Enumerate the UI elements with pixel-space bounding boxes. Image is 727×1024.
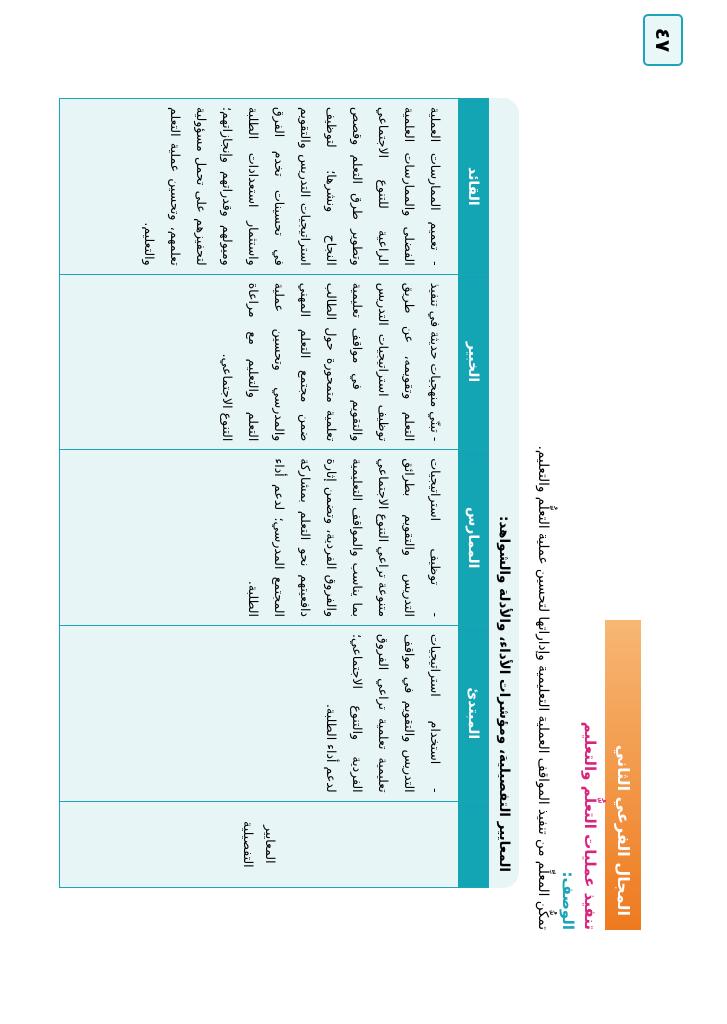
section-title: تنفيذ عمليات التعلُّم والتعليم [581, 721, 599, 930]
level-column-leader [60, 99, 488, 274]
criteria-label: المعايير التفصيلية [241, 821, 278, 868]
level-header-beginner: المبتدئ [458, 626, 488, 801]
levels-table [59, 98, 489, 888]
domain-banner: المجال الفرعي الثاني [605, 620, 641, 930]
level-header-practitioner: الممارس [458, 450, 488, 625]
criteria-heading: المعايير التفصيلية، ومؤشرات الأداء، والأدلة والشواهد: [489, 98, 519, 888]
description-label: الوصف: [559, 871, 577, 930]
level-header-expert: الخبير [458, 275, 488, 450]
level-header-leader: القائد [458, 99, 488, 274]
level-text-expert: - تبنّي منهجيات حديثة في تنفيذ التعلم وتقويمه، عن طريق توظيف استراتيجيات التدريس والتقويم في مواقف تعليمية تعلمية متمحورة حول الطالب ضمن مجتمع التعلم المهني والمدرسي وتحسين عملية التعلم والتعليم مع مراعاة التنوع الاجتماعي. [60, 275, 458, 450]
level-text-leader: - تعميم الممارسات العملية الفضلى والممارسات العلمية الراعية للتنوع الاجتماعي وتطوير طرق التعلم وقصص النجاح ونشرها؛ لتوظيف استراتيجيات التدريس والتقويم في تحسينات تخدم الفرق واستثمار استعدادات الطلبة وميولهم وقدراتهم وإنجازاتهم؛ لتحفيزهم على تحمل مسؤولية تعلمهم، وتحسين عملية التعلم والتعليم. [60, 99, 458, 274]
level-column-practitioner [60, 449, 488, 625]
criteria-column [60, 801, 488, 887]
description-text: تمكُّن المعلِّم من تنفيذ المواقف العملية التعليمية وإداراتها لتحسين عملية التعلُّم والتعليم. [535, 445, 551, 930]
level-column-beginner [60, 625, 488, 801]
level-text-practitioner: - توظيف استراتيجيات التدريس والتقويم بطرائق متنوعة تراعي التنوع الاجتماعي بما يناسب والمواقف التعليمية والفروق الفردية، وتضمن إثارة دافعيتهم نحو التعلم بمشاركة المجتمع المدرسي؛ لدعم أداء الطلبة. [60, 450, 458, 625]
page-number: ٤٧ [643, 14, 683, 66]
level-column-expert [60, 274, 488, 450]
level-text-beginner: - استخدام استراتيجيات التدريس والتقويم في مواقف تعليمية تعلمية تراعي الفروق الفردية والتنوع الاجتماعي؛ لدعم أداء الطلبة. [60, 626, 458, 801]
criteria-header [458, 802, 488, 887]
